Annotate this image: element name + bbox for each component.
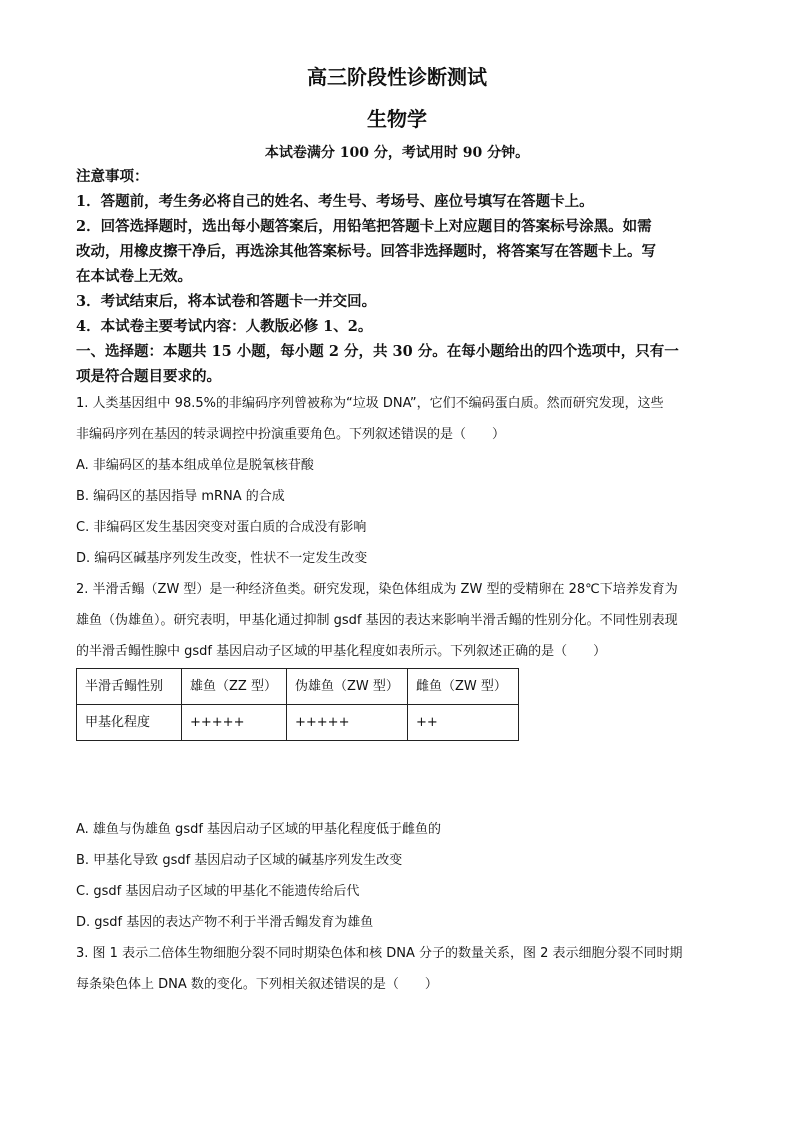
table-header-pseudo-male: 伪雄鱼（ZW 型） <box>287 669 408 705</box>
question-2-option-a: A. 雄鱼与伪雄鱼 gsdf 基因启动子区域的甲基化程度低于雌鱼的 <box>76 822 442 837</box>
table-row-label: 甲基化程度 <box>77 705 182 741</box>
exam-info: 本试卷满分 100 分，考试用时 90 分钟。 <box>264 145 530 161</box>
section-heading-line-1: 一、选择题：本题共 15 小题，每小题 2 分，共 30 分。在每小题给出的四个选项中，只有一 <box>76 343 679 360</box>
table-row <box>77 705 519 741</box>
section-heading-line-2: 项是符合题目要求的。 <box>76 368 221 385</box>
table-header-sex: 半滑舌鳎性别 <box>77 669 182 705</box>
question-1-stem-line-2: 非编码序列在基因的转录调控中扮演重要角色。下列叙述错误的是（ ） <box>76 427 506 442</box>
note-item-2-line-3: 在本试卷上无效。 <box>76 268 192 285</box>
subject-title: 生物学 <box>367 107 427 131</box>
table-cell-female: ++ <box>408 705 519 741</box>
question-1 <box>76 388 722 667</box>
note-item-2-line-1: 2．回答选择题时，选出每小题答案后，用铅笔把答题卡上对应题目的答案标号涂黑。如需 <box>76 218 652 235</box>
table-header-row <box>77 669 519 705</box>
question-1-option-d: D. 编码区碱基序列发生改变，性状不一定发生改变 <box>76 551 368 566</box>
question-3-stem-line-1: 3. 图 1 表示二倍体生物细胞分裂不同时期染色体和核 DNA 分子的数量关系，图 2 表示细胞分裂不同时期 <box>76 946 683 961</box>
question-1-option-c: C. 非编码区发生基因突变对蛋白质的合成没有影响 <box>76 520 367 535</box>
exam-title: 高三阶段性诊断测试 <box>307 65 487 89</box>
note-item-4: 4．本试卷主要考试内容：人教版必修 1、2。 <box>76 318 373 335</box>
table-header-male: 雄鱼（ZZ 型） <box>182 669 287 705</box>
table-cell-pseudo-male: +++++ <box>287 705 408 741</box>
question-1-option-a: A. 非编码区的基本组成单位是脱氧核苷酸 <box>76 458 314 473</box>
table-cell-male: +++++ <box>182 705 287 741</box>
note-item-3: 3．考试结束后，将本试卷和答题卡一并交回。 <box>76 293 377 310</box>
question-1-option-b: B. 编码区的基因指导 mRNA 的合成 <box>76 489 285 504</box>
question-2-option-b: B. 甲基化导致 gsdf 基因启动子区域的碱基序列发生改变 <box>76 853 403 868</box>
notes-heading: 注意事项： <box>76 168 149 185</box>
table-header-female: 雌鱼（ZW 型） <box>408 669 519 705</box>
notes-section <box>76 164 722 389</box>
question-2-options <box>76 814 722 1000</box>
question-2-stem-line-3: 的半滑舌鳎性腺中 gsdf 基因启动子区域的甲基化程度如表所示。下列叙述正确的是（ ） <box>76 644 607 659</box>
note-item-1: 1．答题前，考生务必将自己的姓名、考生号、考场号、座位号填写在答题卡上。 <box>76 193 594 210</box>
note-item-2-line-2: 改动，用橡皮擦干净后，再选涂其他答案标号。回答非选择题时，将答案写在答题卡上。写 <box>76 243 656 260</box>
question-2-option-c: C. gsdf 基因启动子区域的甲基化不能遗传给后代 <box>76 884 360 899</box>
question-2-stem-line-1: 2. 半滑舌鳎（ZW 型）是一种经济鱼类。研究发现，染色体组成为 ZW 型的受精卵在 28℃下培养发育为 <box>76 582 678 597</box>
methylation-table <box>76 668 519 741</box>
question-3-stem-line-2: 每条染色体上 DNA 数的变化。下列相关叙述错误的是（ ） <box>76 977 438 992</box>
question-2-option-d: D. gsdf 基因的表达产物不利于半滑舌鳎发育为雄鱼 <box>76 915 374 930</box>
question-1-stem-line-1: 1. 人类基因组中 98.5%的非编码序列曾被称为“垃圾 DNA”，它们不编码蛋白质。然而研究发现，这些 <box>76 396 664 411</box>
question-2-stem-line-2: 雄鱼（伪雄鱼）。研究表明，甲基化通过抑制 gsdf 基因的表达来影响半滑舌鳎的性别分化。不同性别表现 <box>76 613 678 628</box>
